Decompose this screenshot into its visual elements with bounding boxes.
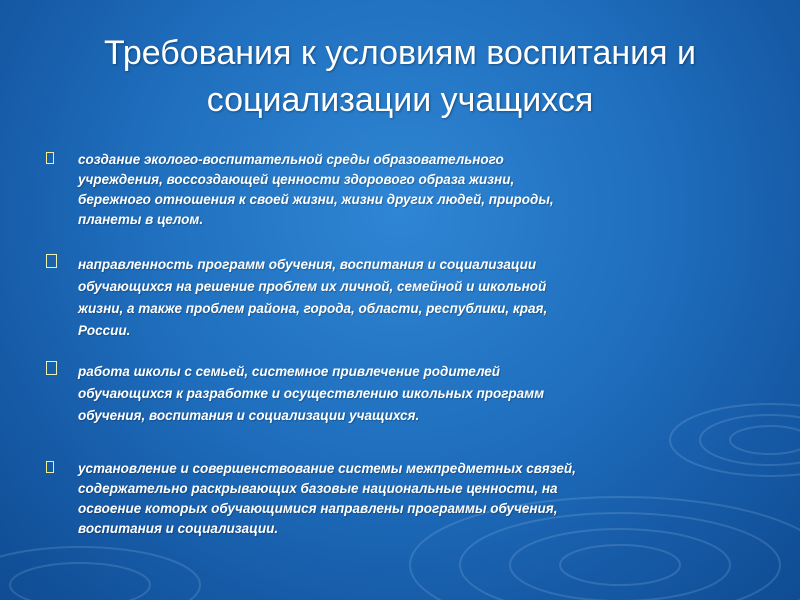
bullet-box-icon (46, 254, 57, 268)
bullet-text-4: установление и совершенствование системы межпредметных связей, содержательно раскрывающих базовые национальные ценности, на освоение которых обучающимися направлены программы обучения, воспитания и социализации. (78, 461, 576, 536)
slide-title-line-1: Требования к условиям воспитания и (104, 34, 696, 72)
bullet-text-2: направленность программ обучения, воспитания и социализации обучающихся на решение проблем их личной, семейной и школьной жизни, а также проблем района, города, области, республики, края, России. (78, 257, 548, 338)
bullet-box-icon (46, 152, 54, 164)
bullet-box-icon (46, 461, 54, 473)
slide-title-line-2: социализации учащихся (206, 81, 594, 119)
bullet-box-icon (46, 361, 57, 375)
bullet-text-3: работа школы с семьей, системное привлечение родителей обучающихся к разработке и осуществлению школьных программ обучения, воспитания и социализации учащихся. (78, 364, 545, 423)
slide-title (40, 30, 760, 124)
bullet-text-1: создание эколого-воспитательной среды образовательного учреждения, воссоздающей ценности здорового образа жизни, бережного отношения к своей жизни, жизни других людей, природы, планеты в целом. (78, 152, 554, 227)
